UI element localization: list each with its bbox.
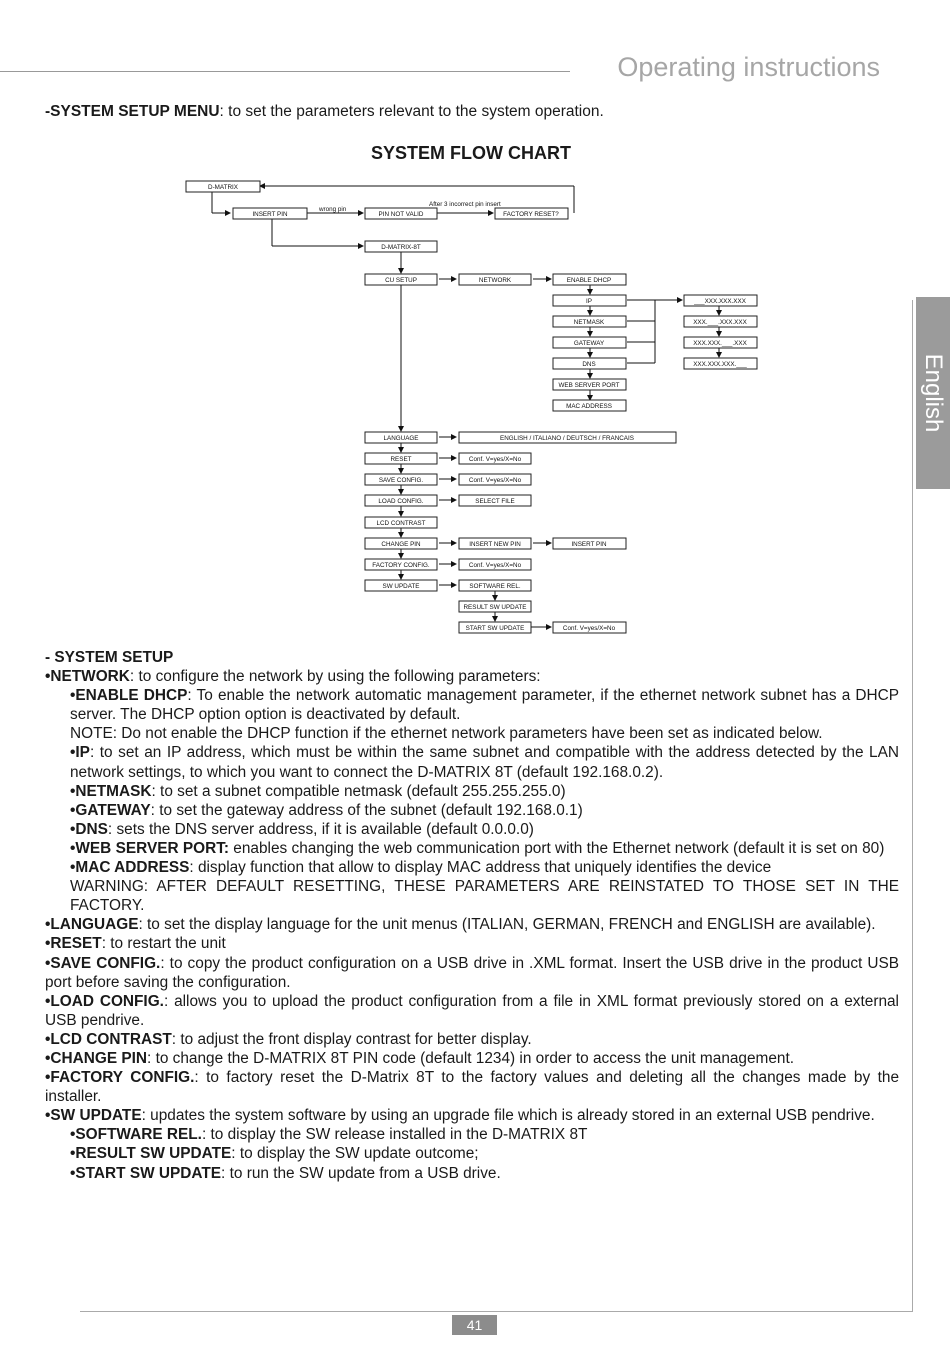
node-label: XXX.___.XXX.XXX (693, 319, 747, 326)
para-mac-address (45, 858, 899, 877)
node-label: INSERT NEW PIN (469, 541, 521, 548)
node-start-sw-update (459, 622, 531, 633)
term: •IP (70, 744, 90, 762)
node-label: ENABLE DHCP (566, 277, 612, 284)
page-header-title: Operating instructions (617, 52, 880, 82)
term: •SOFTWARE REL. (70, 1126, 202, 1144)
term: •NETMASK (70, 782, 152, 800)
node-label: D-MATRIX (208, 184, 238, 191)
node-pin-not-valid (365, 208, 437, 219)
desc: : to set an IP address, which must be within the same subnet and compatible with the address detected by the LAN network settings, to which you want to connect the D-MATRIX 8T (default 192.168.0.2). (70, 744, 899, 781)
term: •SAVE CONFIG. (45, 954, 161, 972)
desc: : sets the DNS server address, if it is available (default 0.0.0.0) (107, 820, 534, 838)
node-software-rel (459, 580, 531, 591)
intro-bold: -SYSTEM SETUP MENU (45, 103, 220, 120)
node-enable-dhcp (553, 274, 626, 285)
term: •FACTORY CONFIG. (45, 1069, 195, 1087)
node-label: SAVE CONFIG. (378, 477, 424, 484)
desc: : to set the gateway address of the subnet (default 192.168.0.1) (150, 801, 583, 819)
node-conf-start (553, 622, 626, 633)
desc: : to set the display language for the unit menus (ITALIAN, GERMAN, FRENCH and ENGLISH are available). (138, 916, 876, 934)
node-label: FACTORY CONFIG. (372, 562, 430, 569)
node-label: CHANGE PIN (381, 541, 421, 548)
para-note: NOTE: Do not enable the DHCP function if the ethernet network parameters have been set as indicated below. (70, 725, 823, 743)
desc: : to set a subnet compatible netmask (default 255.255.255.0) (151, 782, 566, 800)
node-label: INSERT PIN (571, 541, 607, 548)
node-insert-new-pin (459, 538, 531, 549)
node-label: IP (586, 298, 592, 305)
node-sw-update (365, 580, 437, 591)
node-label: Conf. V=yes/X=No (468, 477, 522, 484)
term: •START SW UPDATE (70, 1164, 222, 1182)
node-dmatrix-8t (365, 241, 437, 252)
para-language (45, 915, 899, 934)
para-start-sw-update (45, 1164, 899, 1183)
page-number: 41 (452, 1315, 497, 1335)
para-result-sw-update (45, 1144, 899, 1163)
node-label: D-MATRIX-8T (381, 244, 421, 251)
intro-text: : to set the parameters relevant to the system operation. (219, 103, 604, 120)
node-format-1 (684, 295, 757, 306)
desc: : to restart the unit (101, 935, 226, 953)
edge-label-after3: After 3 incorrect pin insert (429, 201, 501, 208)
node-label: GATEWAY (573, 340, 605, 347)
para-gateway (45, 801, 899, 820)
node-factory-reset-question (495, 208, 568, 219)
system-setup-description (45, 648, 899, 1183)
node-label: NETMASK (573, 319, 605, 326)
node-label: FACTORY RESET? (503, 211, 559, 218)
node-label: XXX.XXX.___.XXX (693, 340, 747, 347)
para-ip (45, 743, 899, 781)
node-insert-pin (233, 208, 307, 219)
node-format-4 (684, 358, 757, 369)
node-label: NETWORK (478, 277, 512, 284)
term: •RESULT SW UPDATE (70, 1145, 232, 1163)
para-reset (45, 934, 899, 953)
node-cu-setup (365, 274, 437, 285)
node-select-file (459, 495, 531, 506)
node-gateway (553, 337, 626, 348)
desc: : to change the D-MATRIX 8T PIN code (default 1234) in order to access the unit management. (147, 1049, 795, 1067)
node-factory-config (365, 559, 437, 570)
node-label: START SW UPDATE (465, 625, 525, 632)
node-label: DNS (582, 361, 596, 368)
footer-rule (80, 1311, 913, 1312)
para-software-rel (45, 1125, 899, 1144)
node-label: RESET (390, 456, 412, 463)
term: •DNS (70, 820, 108, 838)
flowchart-title: SYSTEM FLOW CHART (371, 143, 571, 163)
para-save-config (45, 954, 899, 992)
node-load-config (365, 495, 437, 506)
desc: enables changing the web communication port with the Ethernet network (default it is set on 80) (229, 839, 885, 857)
node-label: XXX.XXX.XXX.___ (693, 361, 747, 368)
edge-label-wrong-pin: wrong pin (319, 206, 347, 213)
para-network (45, 667, 899, 686)
term: •LANGUAGE (45, 916, 139, 934)
desc: : display function that allow to display MAC address that uniquely identifies the device (189, 859, 772, 877)
node-label: Conf. V=yes/X=No (468, 562, 522, 569)
node-network (459, 274, 531, 285)
node-label: LANGUAGE (383, 435, 419, 442)
desc: : to display the SW update outcome; (231, 1145, 479, 1163)
desc: : to run the SW update from a USB drive. (221, 1164, 501, 1182)
node-label: WEB SERVER PORT (558, 382, 620, 389)
term: •ENABLE DHCP (70, 687, 188, 705)
node-label: ENGLISH / ITALIANO / DEUTSCH / FRANCAIS (500, 435, 634, 442)
node-change-pin (365, 538, 437, 549)
desc: : to adjust the front display contrast for better display. (171, 1030, 532, 1048)
term: •WEB SERVER PORT: (70, 839, 230, 857)
node-dmatrix (186, 181, 260, 192)
node-label: RESULT SW UPDATE (463, 604, 527, 611)
node-label: MAC ADDRESS (566, 403, 612, 410)
node-label: SELECT FILE (475, 498, 515, 505)
para-change-pin (45, 1049, 899, 1068)
node-ip (553, 295, 626, 306)
node-label: CU SETUP (385, 277, 417, 284)
node-label: INSERT PIN (252, 211, 288, 218)
term: •LCD CONTRAST (45, 1030, 172, 1048)
desc: : to configure the network by using the following parameters: (129, 668, 541, 686)
term: •CHANGE PIN (45, 1049, 148, 1067)
node-result-sw-update (459, 601, 531, 612)
term: •RESET (45, 935, 102, 953)
node-format-3 (684, 337, 757, 348)
desc: : to factory reset the D-Matrix 8T to the factory values and deleting all the changes made by the installer. (45, 1069, 900, 1106)
desc: : To enable the network automatic management parameter, if the ethernet network subnet has a DHCP server. The DHCP option option is deactivated by default. (70, 687, 899, 724)
para-enable-dhcp (45, 686, 899, 724)
term: •MAC ADDRESS (70, 859, 190, 877)
node-format-2 (684, 316, 757, 327)
node-label: Conf. V=yes/X=No (468, 456, 522, 463)
node-label: LCD CONTRAST (376, 520, 426, 527)
node-lcd-contrast (365, 517, 437, 528)
para-web-server-port (45, 839, 899, 858)
para-sw-update (45, 1106, 899, 1125)
node-reset (365, 453, 437, 464)
node-conf-save (459, 474, 531, 485)
node-label: SW UPDATE (382, 583, 420, 590)
desc: : updates the system software by using an upgrade file which is already stored in an external USB pendrive. (141, 1107, 875, 1125)
node-conf-reset (459, 453, 531, 464)
node-save-config (365, 474, 437, 485)
para-factory-config (45, 1068, 899, 1106)
node-language (365, 432, 437, 443)
system-flow-chart (0, 0, 950, 650)
desc: : allows you to upload the product configuration from a file in XML format previously stored on a external USB pendrive. (45, 992, 899, 1029)
node-label: SOFTWARE REL. (469, 583, 521, 590)
node-languages (459, 432, 676, 443)
para-netmask (45, 782, 899, 801)
para-lcd-contrast (45, 1030, 899, 1049)
node-label: LOAD CONFIG. (378, 498, 424, 505)
section-title: - SYSTEM SETUP (45, 649, 174, 666)
node-label: PIN NOT VALID (378, 211, 424, 218)
para-load-config (45, 992, 899, 1030)
node-label: ___XXX.XXX.XXX (694, 298, 746, 305)
node-insert-pin-2 (553, 538, 626, 549)
node-mac-address (553, 400, 626, 411)
para-dns (45, 820, 899, 839)
node-dns (553, 358, 626, 369)
node-web-server-port (553, 379, 626, 390)
language-tab-label: English (920, 353, 947, 433)
term: •NETWORK (45, 668, 130, 686)
desc: : to display the SW release installed in the D-MATRIX 8T (201, 1126, 588, 1144)
node-netmask (553, 316, 626, 327)
desc: : to copy the product configuration on a USB drive in .XML format. Insert the USB drive in the product USB port before saving the configuration. (45, 954, 899, 991)
term: •SW UPDATE (45, 1107, 142, 1125)
node-label: Conf. V=yes/X=No (562, 625, 616, 632)
term: •LOAD CONFIG. (45, 992, 164, 1010)
node-conf-factory (459, 559, 531, 570)
term: •GATEWAY (70, 801, 151, 819)
para-warning: WARNING: AFTER DEFAULT RESETTING, THESE PARAMETERS ARE REINSTATED TO THOSE SET IN THE FACTORY. (70, 878, 899, 915)
